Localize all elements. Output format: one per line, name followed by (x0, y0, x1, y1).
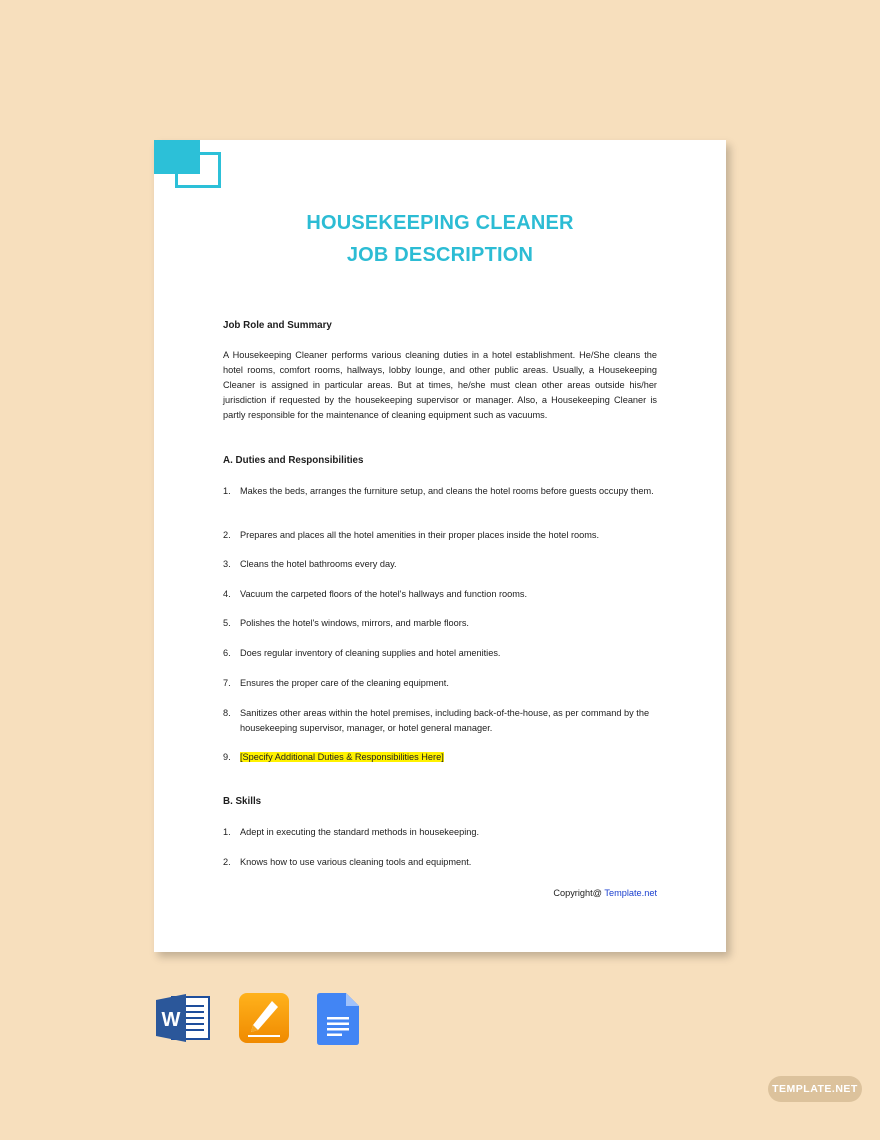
duty-number: 8. (223, 708, 231, 718)
duties-heading: A. Duties and Responsibilities (223, 455, 364, 466)
duty-number: 9. (223, 752, 231, 762)
skills-heading: B. Skills (223, 796, 262, 807)
skill-number: 2. (223, 857, 231, 867)
duty-number: 7. (223, 678, 231, 688)
word-icon[interactable] (156, 994, 210, 1042)
duty-text: Polishes the hotel's windows, mirrors, and marble floors. (240, 618, 469, 628)
duty-text: Prepares and places all the hotel amenities in their proper places inside the hotel rooms. (240, 530, 600, 540)
duty-number: 2. (223, 530, 231, 540)
duty-number: 5. (223, 618, 231, 628)
google-docs-icon[interactable] (317, 993, 359, 1045)
duty-text: Sanitizes other areas within the hotel premises, including back-of-the-house, as per command by the housekeeping supervisor, manager, or hotel general manager. (240, 708, 650, 733)
word-icon-letter: W (161, 1009, 181, 1031)
duty-text: Cleans the hotel bathrooms every day. (240, 559, 397, 569)
document-title-line2: JOB DESCRIPTION (346, 244, 534, 266)
duty-number: 4. (223, 589, 231, 599)
summary-heading: Job Role and Summary (223, 320, 332, 331)
skill-number: 1. (223, 827, 231, 837)
duty-text: Ensures the proper care of the cleaning equipment. (240, 678, 449, 688)
duty-text: Does regular inventory of cleaning supplies and hotel amenities. (240, 648, 501, 658)
document-title-line1: HOUSEKEEPING CLEANER (306, 212, 574, 234)
duty-placeholder-highlight: [Specify Additional Duties & Responsibilities Here] (240, 752, 444, 762)
duty-text: Makes the beds, arranges the furniture setup, and cleans the hotel rooms before guests occupy them. (240, 486, 654, 496)
template-net-watermark: TEMPLATE.NET (768, 1076, 862, 1102)
pages-icon[interactable] (238, 992, 290, 1044)
corner-decoration-outline (175, 152, 221, 188)
copyright-line (553, 888, 657, 898)
copyright-brand-link[interactable]: Template.net (604, 888, 657, 898)
summary-paragraph: A Housekeeping Cleaner performs various cleaning duties in a hotel establishment. He/She cleans the hotel rooms, comfort rooms, hallways, lobby lounge, and other public areas. Usually, a Housekeeping Cleaner is assigned in particular areas. But at times, he/she must clean other areas outside his/her jurisdiction if requested by the housekeeping supervisor or manager. Also, a Housekeeping Cleaner is partly responsible for the maintenance of cleaning equipment such as vacuums. (223, 350, 657, 420)
duty-number: 6. (223, 648, 231, 658)
duty-text: Vacuum the carpeted floors of the hotel's hallways and function rooms. (240, 589, 528, 599)
skill-text: Knows how to use various cleaning tools and equipment. (240, 857, 472, 867)
skill-text: Adept in executing the standard methods in housekeeping. (240, 827, 480, 837)
duty-number: 1. (223, 486, 231, 496)
document-page (154, 140, 726, 952)
duty-number: 3. (223, 559, 231, 569)
copyright-prefix: Copyright@ (553, 888, 605, 898)
